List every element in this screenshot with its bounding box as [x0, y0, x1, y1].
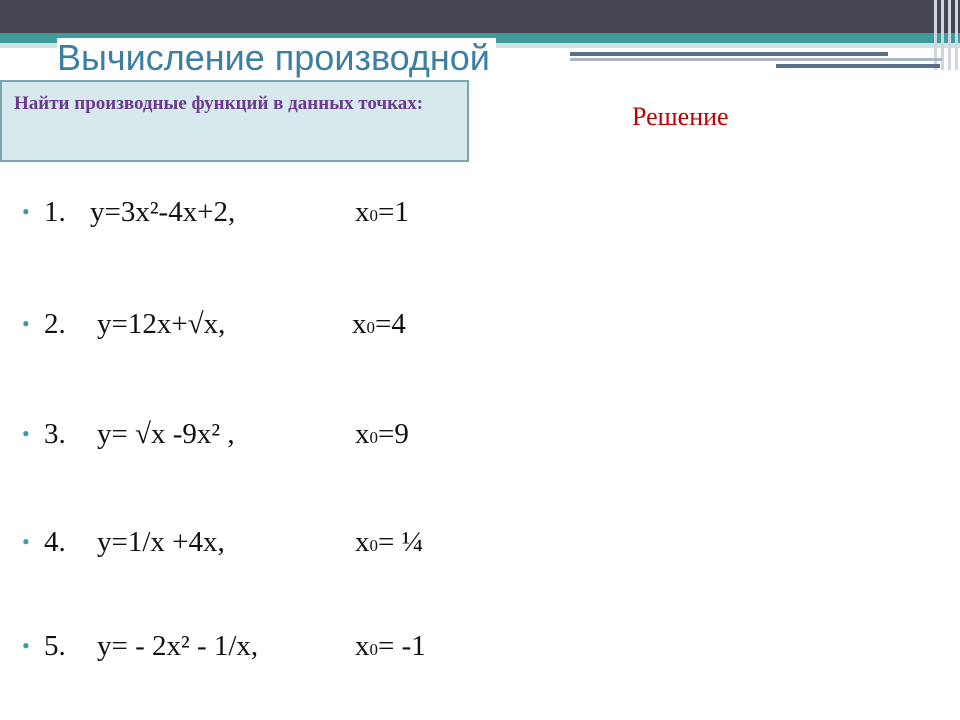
problem-item	[22, 304, 582, 344]
problem-point: x0=1	[355, 196, 409, 228]
bullet-icon: •	[22, 633, 30, 658]
problem-function: y=12x+√x,	[97, 308, 226, 340]
header-band-dark	[0, 0, 960, 33]
slide-title: Вычисление производной	[57, 38, 496, 78]
problem-point: x0= -1	[355, 630, 426, 662]
problem-number: 5.	[44, 630, 66, 662]
problem-number: 4.	[44, 526, 66, 558]
bullet-icon: •	[22, 199, 30, 224]
problem-number: 2.	[44, 308, 66, 340]
problem-item	[22, 626, 582, 666]
bullet-icon: •	[22, 311, 30, 336]
header-accent-line	[570, 52, 888, 56]
problem-item	[22, 522, 582, 562]
problem-point: x0=9	[355, 418, 409, 450]
solution-link[interactable]: Решение	[632, 102, 729, 131]
problem-number: 1.	[44, 196, 66, 228]
header-accent-line	[570, 58, 942, 61]
problem-number: 3.	[44, 418, 66, 450]
problem-item	[22, 414, 582, 454]
problem-point: x0= ¼	[355, 526, 424, 558]
bullet-icon: •	[22, 529, 30, 554]
problem-function: y=1/x +4x,	[97, 526, 225, 558]
problem-function: y= - 2x² - 1/x,	[97, 630, 259, 662]
task-box: Найти производные функций в данных точках:	[0, 80, 469, 162]
header-accent-line	[776, 64, 940, 68]
problem-function: y= √x -9x² ,	[97, 418, 235, 450]
bullet-icon: •	[22, 421, 30, 446]
problem-item	[22, 192, 582, 232]
problem-point: x0=4	[352, 308, 406, 340]
problem-function: y=3x²-4x+2,	[90, 196, 236, 228]
